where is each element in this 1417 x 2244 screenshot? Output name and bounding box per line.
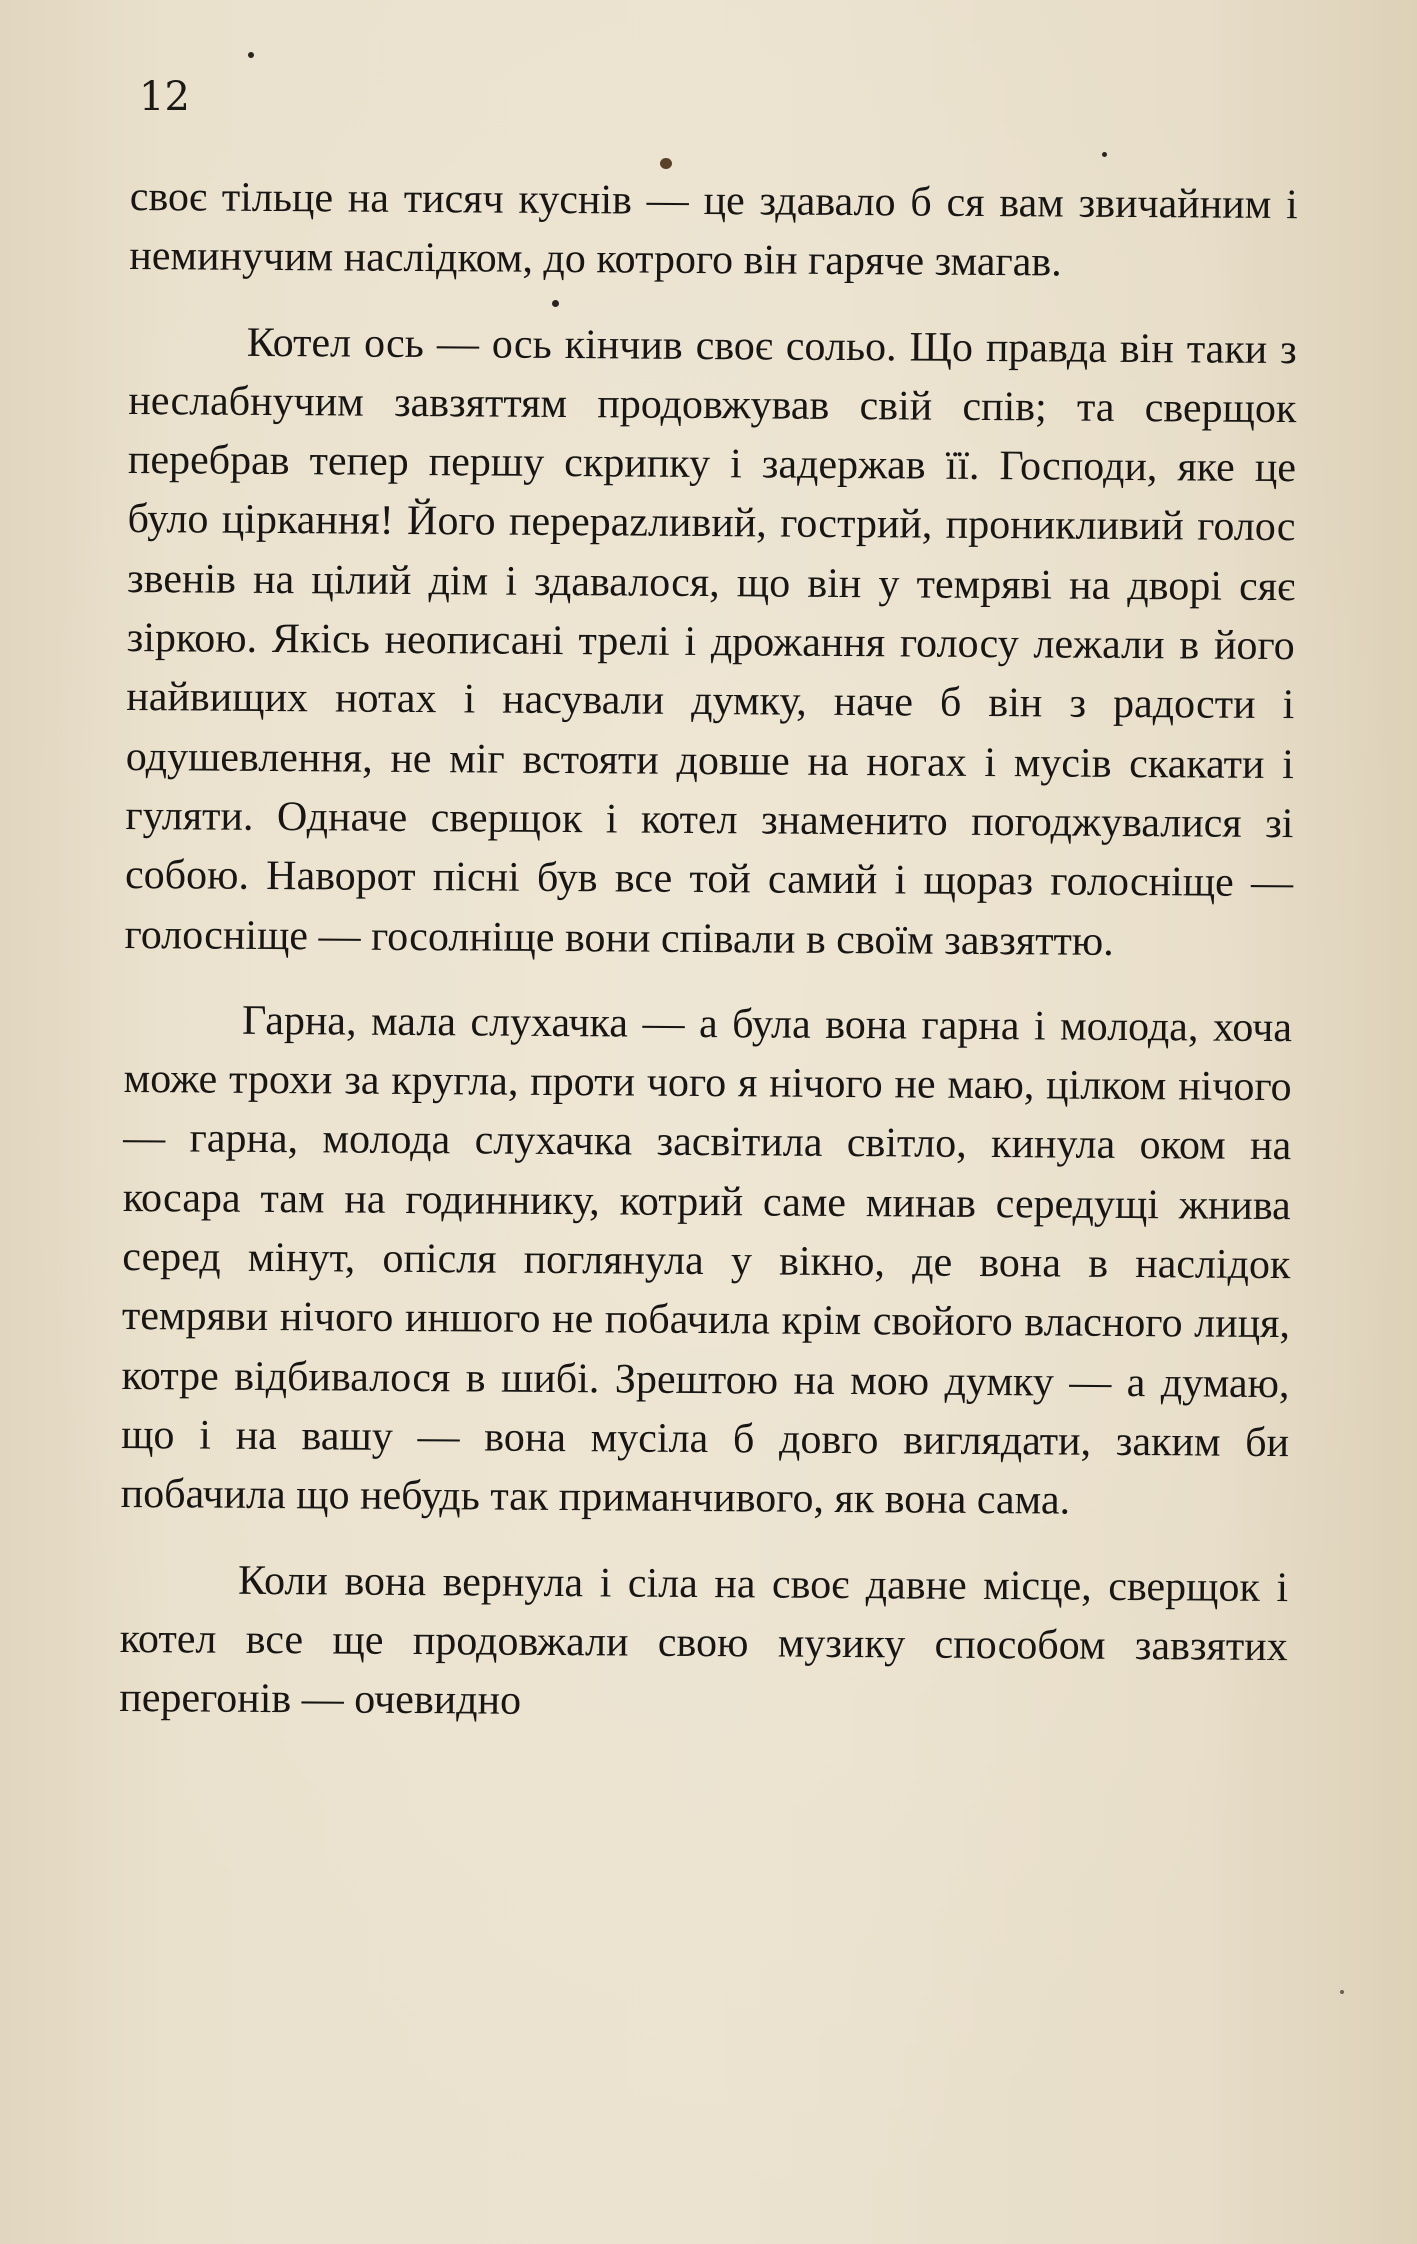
ink-speck bbox=[552, 300, 559, 307]
paragraph-1: своє тільце на тисяч куснів — це здавало б ся вам звичайним і неминучим наслідком, до котрого він гаряче змагав. bbox=[129, 173, 1298, 286]
page-text bbox=[119, 168, 1298, 1737]
paragraph-2: Котел ось — ось кінчив своє сольо. Що правда він таки з неслабнучим завзяттям продовжував свій спів; та сверщок перебрав тепер першу скрипку і задержав її. Господи, яке це було ціркання! Його перерazливий, гострий, проникливий голос звенів на цілий дім і здавалося, що він у темряві на дворі сяє зіркою. Якісь неописані трелі і дрожання голосу лежали в його найвищих нотах і насували думку, наче б він з радости і одушевлення, не міг встояти довше на ногах і мусів скакати і гуляти. Одначе сверщок і котел знаменито погоджувалися зі собою. Наворот пісні був все той самий і щораз голосніще — голосніще — госолніще вони співали в своїм завзяттю. bbox=[124, 319, 1297, 965]
ink-speck bbox=[660, 158, 672, 169]
ink-speck bbox=[1340, 1990, 1344, 1994]
paragraph-3: Гарна, мала слухачка — а була вона гарна і молода, хоча може трохи за кругла, проти чого я нічого не маю, цілком нічого — гарна, молода слухачка засвітила світло, кинула оком на косара там на годиннику, котрий саме минав середущі жнива серед мінут, опісля поглянула у вікно, де вона в наслідок темряви нічого иншого не побачила крім свойого власного лиця, котре відбивалося в шибі. Зрештою на мою думку — а думаю, що і на вашу — вона мусіла б довго виглядати, заким би побачила що небудь так приманчивого, як вона сама. bbox=[120, 997, 1293, 1524]
ink-speck bbox=[1102, 152, 1107, 157]
page-number: 12 bbox=[139, 74, 190, 120]
paragraph-4: Коли вона вернула і сіла на своє давне місце, сверщок і котел все ще продовжали свою музику способом завзятих перегонів — очевидно bbox=[119, 1557, 1289, 1724]
ink-speck bbox=[248, 52, 254, 58]
